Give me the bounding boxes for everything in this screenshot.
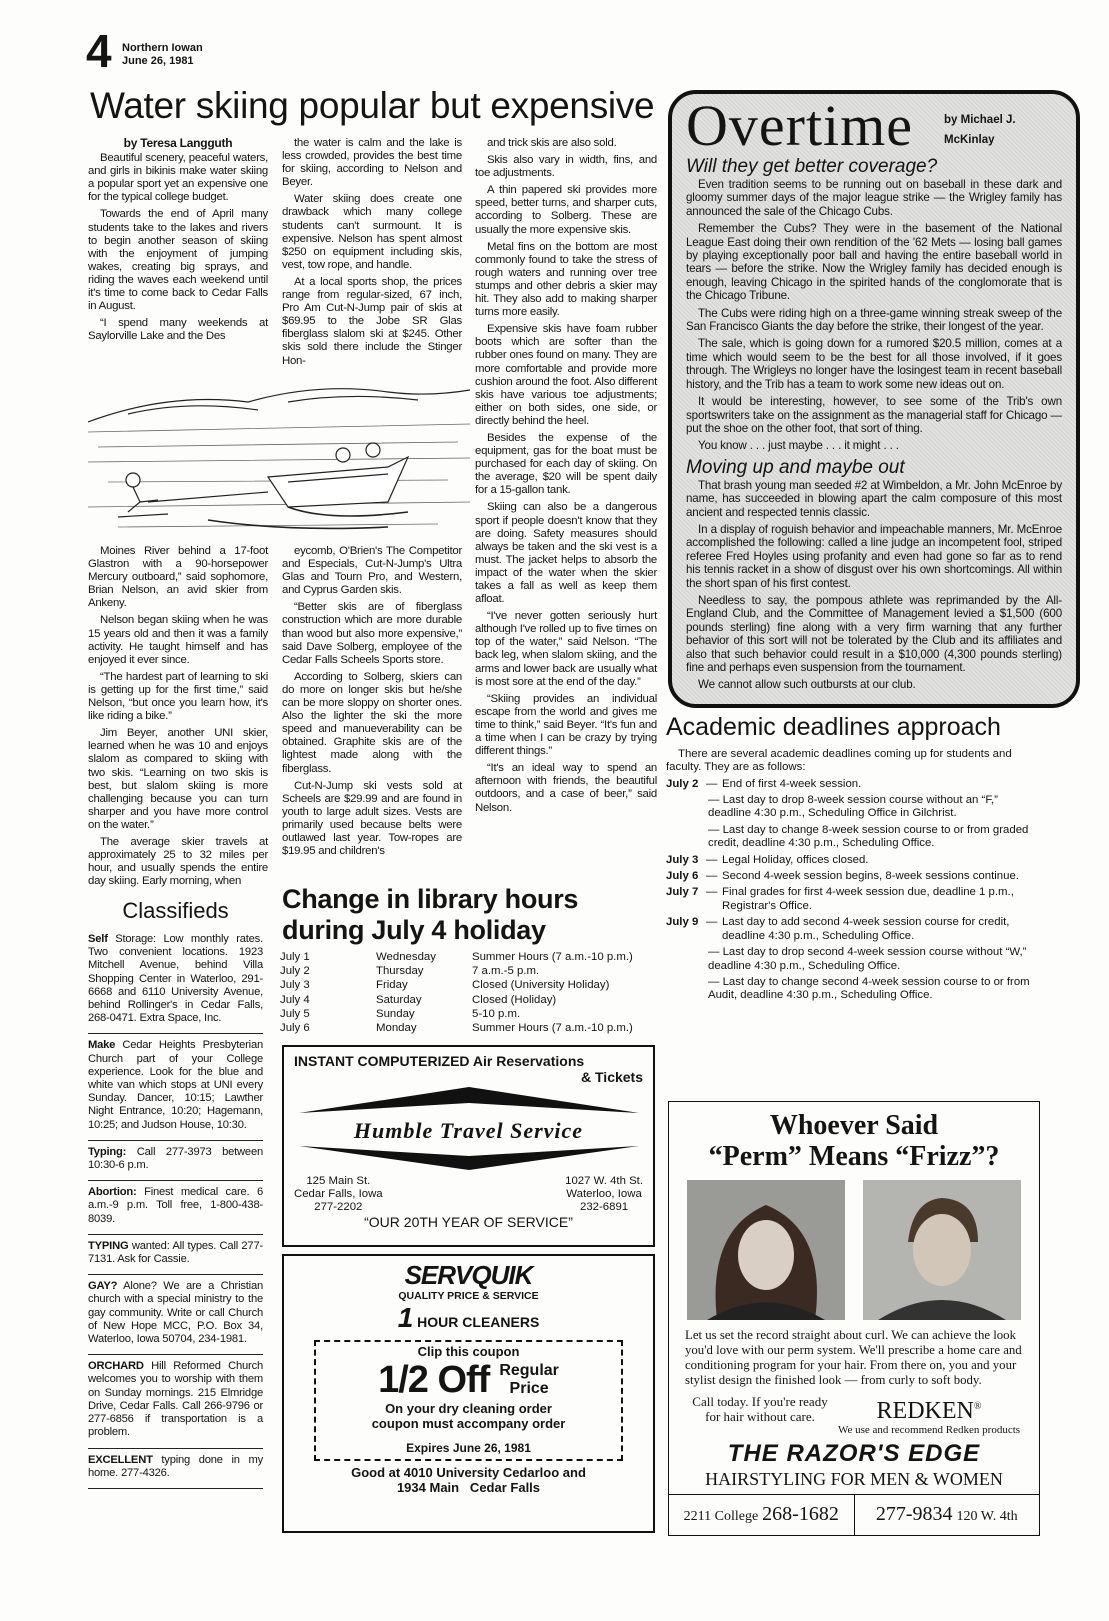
- classified-lead: GAY?: [88, 1280, 118, 1293]
- deadline-text: End of first 4-week session.: [722, 777, 862, 790]
- library-row: [280, 993, 633, 1007]
- paragraph: Cut-N-Jump ski vests sold at Scheels are $29.99 and are found in youth to large adult sizes. Vests are primarily used because belts were outlawed last year. Tow-ropes are $19.95 and children's: [282, 779, 462, 858]
- classified-text: typing done in my home. 277-4326.: [88, 1453, 263, 1479]
- deadline-row: [666, 916, 1041, 943]
- deadline-text: Last day to add second 4-week session course for credit, deadline 4:30 p.m., Scheduling Office.: [722, 916, 1010, 942]
- classified-text: wanted: All types. Call 277-7131. Ask for Cassie.: [88, 1239, 263, 1266]
- paragraph: Besides the expense of the equipment, gas for the boat must be purchased for each day of skiing. On the average, $20 will be spent daily for a 15-gallon tank.: [475, 431, 657, 497]
- travel-ad: [282, 1045, 655, 1247]
- page-number: 4: [86, 25, 112, 77]
- paragraph: The average skier travels at approximately 25 to 32 miles per hour, and usually spends the entire day skiing. Early morning, when: [88, 835, 268, 888]
- deadline-row: [666, 886, 1041, 913]
- classified-ad: [88, 1449, 263, 1489]
- paragraph: Nelson began skiing when he was 15 years old and then it was a family activity. He taught himself and has enjoyed it ever since.: [88, 614, 268, 666]
- classified-lead: Make: [88, 1039, 116, 1052]
- library-row: [280, 1021, 633, 1035]
- classified-lead: Self: [88, 933, 108, 945]
- day: Monday: [376, 1022, 417, 1035]
- paragraph: A thin papered ski provides more speed, better turns, and sharper cuts, according to Solberg. These are usually the more expensive skis.: [475, 184, 657, 236]
- classified-text: Cedar Heights Presbyterian Church part of your College experience. Look for the blue and white van which stops at UNI every Sunday. Dancer, 10:15; Lawther Night Entrance, 10:20; Hagemann, 10:25; and Judson House, 10:30.: [88, 1039, 263, 1131]
- deadline-date: July 3: [666, 853, 699, 866]
- travel-slogan: “OUR 20TH YEAR OF SERVICE”: [364, 1214, 573, 1230]
- classified-ad: [88, 1235, 263, 1275]
- dash: —: [706, 870, 718, 883]
- article-col2-top: [282, 137, 462, 372]
- paragraph: “It's an ideal way to spend an afternoon with friends, the beautiful outdoors, and a case of beer,” said Nelson.: [475, 762, 657, 814]
- deadline-subitem: [666, 946, 1041, 973]
- dash: —: [706, 777, 718, 790]
- masthead: [122, 42, 203, 68]
- servquik-location-1: Good at 4010 University Cedarloo and: [351, 1465, 586, 1480]
- paragraph: Jim Beyer, another UNI skier, learned when he was 10 and enjoys slalom as compared to skiing with two skis. “Learning on two skis is best, but slalom skiing is more challenging because you can turn sharper and you have more control on the water.”: [88, 727, 268, 831]
- deadline-text: Second 4-week session begins, 8-week sessions continue.: [722, 870, 1019, 883]
- overtime-subhead-1: Will they get better coverage?: [686, 156, 938, 177]
- paragraph: Moines River behind a 17-foot Glastron with a 90-horsepower Mercury outboard,” said sophomore, Brian Nelson, an avid skier from Ankeny.: [88, 545, 268, 610]
- servquik-location-2: 1934 Main Cedar Falls: [396, 1480, 541, 1495]
- paragraph: You know . . . just maybe . . . it might . . .: [698, 439, 899, 453]
- paragraph: “I've never gotten seriously hurt although I've rolled up to five times on top of the water,” said Nelson. “The back leg, when slalom skiing, and the arms and lower back are usually what is most sore at the end of the day.”: [475, 610, 657, 688]
- redken-body: Let us set the record straight about curl. We can achieve the look you'd love with our perm system. We'll prescribe a home care and conditioning program for your hair. From there on, you and your stylist design the finished look — from curly to soft body.: [685, 1328, 1022, 1387]
- article-col1-bottom: [88, 545, 268, 892]
- deadline-text: Last day to change 8-week session course to or from graded credit, deadline 4:30 p.m., Scheduling Office.: [708, 823, 1029, 850]
- paragraph: The sale, which is going down for a rumored $20.5 million, comes at a time which would seem to be the best for all those involved, if it goes through. The Wrigleys no longer have the losingest team in recent baseball history, and the Trib has a team to work some new ideas out on.: [686, 337, 1062, 391]
- classifieds-heading: Classifieds: [122, 898, 229, 923]
- paragraph: Beautiful scenery, peaceful waters, and girls in bikinis make water skiing a popular sport yet an expensive one for the typical college budget.: [88, 152, 268, 204]
- dash: —: [708, 794, 720, 807]
- paragraph: Metal fins on the bottom are most commonly found to take the stress of rough waters and running over tree stumps and other debris a skier may hit. They also add to making sharper turns more easily.: [475, 240, 657, 319]
- coupon-requirement: coupon must accompany order: [371, 1416, 566, 1431]
- paragraph: “The hardest part of learning to ski is getting up for the first time,” said Nelson, “but once you learn how, it's like riding a bike.”: [88, 670, 268, 723]
- classified-ad: [88, 1181, 263, 1235]
- classified-ad: [88, 1034, 263, 1140]
- deadline-date: July 2: [666, 777, 699, 790]
- deadline-text: Last day to drop 8-week session course without an “F,” deadline 4:30 p.m., Scheduling Office in Gilchrist.: [708, 794, 998, 820]
- coupon-offer: 1/2 Off: [378, 1359, 490, 1401]
- deadline-date: July 7: [666, 886, 699, 899]
- deadline-text: Last day to change second 4-week session course to or from Audit, deadline 4:30 p.m., Scheduling Office.: [708, 975, 1030, 1002]
- classified-text: Finest medical care. 6 a.m.-9 p.m. Toll free, 1-800-438-8039.: [88, 1186, 263, 1225]
- deadline-subitem: [666, 824, 1041, 851]
- hours: Closed (University Holiday): [472, 979, 610, 992]
- paragraph: the water is calm and the lake is less crowded, provides the best time for skiing, according to Nelson and Beyer.: [282, 137, 462, 189]
- byline: by Teresa Langguth: [123, 136, 233, 150]
- library-headline: Change in library hours during July 4 holiday: [282, 884, 579, 945]
- redken-logo: REDKEN®: [876, 1398, 982, 1424]
- deadline-row: [666, 870, 1041, 883]
- overtime-byline: by Michael J. McKinlay: [944, 114, 1016, 146]
- travel-agency-name: Humble Travel Service: [353, 1118, 584, 1143]
- redken-call: Call today. If you're ready for hair without care.: [692, 1394, 828, 1424]
- day: Wednesday: [376, 951, 436, 963]
- salon-location-college: 2211 College 268-1682: [669, 1495, 855, 1535]
- classified-lead: Typing:: [88, 1145, 127, 1158]
- dash: —: [708, 823, 720, 836]
- servquik-tagline: QUALITY PRICE & SERVICE: [398, 1290, 539, 1302]
- classified-text: Alone? We are a Christian church with a special ministry to the gay community. Write or call Church of New Hope MCC, P.O. Box 34, Waterloo, Iowa 50704, 234-1981.: [88, 1280, 263, 1346]
- cleaners-label: HOUR CLEANERS: [417, 1314, 540, 1330]
- date: July 3: [280, 979, 310, 992]
- paragraph: Skiing can also be a dangerous sport if people doesn't know that they are doing. Safety measures should always be taken and the ski vest is a must. The jacket helps to absorb the impact of the water when the skier takes a fall as well as keep them afloat.: [475, 501, 657, 606]
- overtime-part-2: [686, 479, 1062, 692]
- deadline-date: July 6: [666, 870, 699, 883]
- classified-ad: [88, 1355, 263, 1448]
- paragraph: We cannot allow such outbursts at our club.: [698, 678, 916, 692]
- hours: Summer Hours (7 a.m.-10 p.m.): [472, 1022, 633, 1035]
- classified-ad: [88, 1275, 263, 1355]
- overtime-subhead-2: Moving up and maybe out: [686, 456, 905, 478]
- salon-name: THE RAZOR'S EDGE: [727, 1440, 981, 1467]
- dash: —: [708, 975, 720, 988]
- paragraph: That brash young man seeded #2 at Wimbeldon, a Mr. John McEnroe by name, has succeeded in blowing apart the calm composure of this most ancient and respected tennis classic.: [686, 478, 1062, 519]
- paragraph: In a display of roguish behavior and impeachable manners, Mr. McEnroe accomplished the following: called a line judge an incompetent fool, striped referee Fred Hoyles using profanity and even had gone so far as to rend his tennis racket in a show of disgust over his own shortcomings. All within the short span of his first contest.: [686, 522, 1062, 590]
- overtime-title: Overtime: [686, 93, 914, 158]
- servquik-logo: SERVQUIK: [404, 1260, 533, 1290]
- article-col3: [475, 137, 657, 819]
- deadline-date: July 9: [666, 916, 699, 929]
- classified-lead: Abortion:: [88, 1186, 137, 1199]
- deadline-row: [666, 854, 1041, 867]
- date: July 1: [280, 951, 310, 963]
- paragraph: Water skiing does create one drawback which many college students can't surmount. It is expensive. Nelson has spent almost $250 on equipment including skis, vest, tow rope, and handle.: [282, 193, 462, 271]
- coupon-condition: On your dry cleaning order: [385, 1401, 552, 1416]
- hours: Closed (Holiday): [472, 993, 557, 1006]
- hours: 7 a.m.-5 p.m.: [472, 965, 540, 978]
- date: July 4: [280, 993, 310, 1006]
- salon-location-4th: 277-9834 120 W. 4th: [875, 1503, 1018, 1525]
- academic-intro: There are several academic deadlines coming up for students and faculty. They are as follows:: [666, 747, 1012, 774]
- article-col2-bottom: [282, 545, 462, 862]
- hours: Summer Hours (7 a.m.-10 p.m.): [472, 951, 633, 963]
- wing-graphic: [294, 1085, 644, 1115]
- classified-text: Storage: Low monthly rates. Two convenient locations. 1923 Mitchell Avenue, behind Villa Shopping Center in Waterloo, 291-6668 and 6110 University Avenue, behind Rollinger's in Cedar Falls, 268-0471. Extra Space, Inc.: [88, 933, 263, 1025]
- woman-photo: [687, 1180, 845, 1320]
- salon-subtitle: HAIRSTYLING FOR MEN & WOMEN: [669, 1468, 1039, 1495]
- dash: —: [706, 886, 718, 899]
- article-headline: Water skiing popular but expensive: [90, 85, 655, 126]
- man-photo: [863, 1180, 1021, 1320]
- right-column: [666, 90, 1080, 1536]
- library-row: [280, 964, 633, 978]
- water-skiing-illustration: [88, 362, 470, 542]
- travel-ad-line2: & Tickets: [581, 1069, 643, 1085]
- classified-lead: ORCHARD: [88, 1360, 144, 1373]
- paragraph: and trick skis are also sold.: [487, 137, 617, 149]
- one-hour-numeral: 1: [397, 1302, 414, 1333]
- day: Thursday: [376, 965, 424, 978]
- paragraph: “Better skis are of fiberglass construction which are more durable than wood but also more expensive,” said Dave Solberg, employee of the Cedar Falls Scheels Sports store.: [282, 601, 462, 666]
- paragraph: At a local sports shop, the prices range from regular-sized, 67 inch, Pro Am Cut-N-Jump pair of skis at $69.95 to the Jobe SR Glas fiberglass slalom ski at $245. Other skis sold there include the Stinger Hon-: [282, 275, 462, 367]
- redken-headline: Whoever Said “Perm” Means “Frizz”?: [708, 1110, 1000, 1172]
- classified-ad: [88, 928, 263, 1034]
- paragraph: Needless to say, the pompous athlete was reprimanded by the All-England Club, and the Committee of Management levied a $1,500 (600 pounds sterling) fine along with a very firm warning that any further behavior of this sort will not be tolerated by the Club and its affiliates and also that such behavior could result in a $10,000 (4,300 pounds sterling) fine and perhaps even suspension from the tournament.: [686, 593, 1062, 674]
- paragraph: eycomb, O'Brien's The Competitor and Especials, Cut-N-Jump's Ultra Glas and Tourn Pro, and Western, and Cyprus Garden skis.: [282, 545, 462, 597]
- day: Sunday: [376, 1007, 415, 1020]
- coupon[interactable]: Clip this coupon 1/2 Off Regular Price On your dry cleaning order coupon must accompany order Expires June 26, 1981: [314, 1340, 623, 1461]
- deadline-row: [666, 778, 1041, 791]
- date: July 5: [280, 1007, 310, 1020]
- paper-name: Northern Iowan: [122, 42, 203, 54]
- dash: —: [708, 946, 720, 959]
- paragraph: Towards the end of April many students take to the lakes and rivers to begin another season of skiing with the enjoyment of jumping wakes, creating big sprays, and riding the waves each weekend until it's time to come back to Cedar Falls in August.: [88, 208, 268, 313]
- academic-headline: Academic deadlines approach: [666, 712, 1001, 741]
- deadline-text: Last day to drop second 4-week session course without “W,” deadline 4:30 p.m., Scheduling Office.: [708, 946, 1027, 972]
- classified-text: Call 277-3973 between 10:30-6 p.m.: [88, 1145, 263, 1172]
- paragraph: According to Solberg, skiers can do more on longer skis but he/she can be more sloppy on shorter ones. Also the lighter the ski the more speed and manueverability can be obtained. Graphite skis are of the lightest made along with the fiberglass.: [282, 670, 462, 775]
- paragraph: “I spend many weekends at Saylorville Lake and the Des: [88, 317, 268, 343]
- issue-date: June 26, 1981: [122, 55, 194, 67]
- paragraph: Remember the Cubs? They were in the basement of the National League East doing their own rendition of the '62 Mets — losing ball games by playing exceptionally poor ball and having the entire baseball world in tears — before the strike. Now the Wrigley family has decided enough is enough, leaving Chicago in the spirited hands of the conglomorate that is the Chicago Tribune.: [686, 222, 1062, 303]
- servquik-ad: [282, 1254, 655, 1533]
- article-col1-top: [88, 137, 268, 347]
- redken-recommend: We use and recommend Redken products: [837, 1424, 1021, 1436]
- academic-deadlines: [666, 748, 1041, 1003]
- library-row: [280, 950, 633, 964]
- classified-lead: TYPING: [88, 1239, 129, 1252]
- dash: —: [706, 916, 718, 929]
- travel-address-waterloo: 1027 W. 4th St. Waterloo, Iowa 232-6891: [565, 1175, 643, 1213]
- classified-ad: [88, 1141, 263, 1181]
- travel-address-cedar-falls: 125 Main St. Cedar Falls, Iowa 277-2202: [294, 1175, 383, 1213]
- library-row: [280, 978, 633, 992]
- classified-text: Hill Reformed Church welcomes you to worship with them on Sunday mornings. 215 Elmridge Drive, Cedar Falls. Call 266-9796 or 277-6856 if transportation is a problem.: [88, 1360, 263, 1439]
- paragraph: The Cubs were riding high on a three-game winning streak sweep of the San Francisco Giants the day before the strike, their longest of the year.: [686, 306, 1062, 334]
- date: July 2: [280, 965, 310, 978]
- deadline-subitem: [666, 976, 1041, 1003]
- overtime-part-1: [686, 178, 1062, 453]
- paragraph: Skis also vary in width, fins, and toe adjustments.: [475, 154, 657, 180]
- travel-ad-line1: INSTANT COMPUTERIZED Air Reservations: [294, 1053, 585, 1069]
- paragraph: Even tradition seems to be running out on baseball in these dark and gloomy summer days of the major league strike — the Wrigley family has announced the sale of the Chicago Cubs.: [686, 178, 1062, 218]
- coupon-clip-label: Clip this coupon: [417, 1344, 520, 1359]
- deadline-text: Final grades for first 4-week session due, deadline 1 p.m., Registrar's Office.: [722, 886, 1014, 912]
- hours: 5-10 p.m.: [472, 1007, 521, 1020]
- paragraph: “Skiing provides an individual escape from the world and gives me time to think,” said Beyer. “It's fun and a time when I can be crazy by trying different things.”: [475, 692, 657, 758]
- deadline-subitem: [666, 794, 1041, 821]
- classified-lead: EXCELLENT: [88, 1453, 153, 1466]
- library-row: [280, 1007, 633, 1021]
- paragraph: It would be interesting, however, to see some of the Trib's own sportswriters take on the assignment as the managerial staff for Chicago — put the shoe on the other foot, that sort of thing.: [686, 395, 1062, 435]
- dash: —: [706, 853, 718, 866]
- redken-ad: [668, 1101, 1040, 1536]
- day: Saturday: [376, 993, 422, 1006]
- wing-graphic-lower: [294, 1144, 644, 1172]
- day: Friday: [376, 979, 408, 992]
- overtime-column: [668, 90, 1080, 708]
- library-hours-table: [280, 950, 633, 1035]
- coupon-expiry: Expires June 26, 1981: [406, 1441, 531, 1455]
- date: July 6: [280, 1022, 310, 1035]
- deadline-text: Legal Holiday, offices closed.: [722, 853, 869, 866]
- paragraph: Expensive skis have foam rubber boots which are softer than the rubber ones found on many. They are more comfortable and provide more cushion around the foot. Also different skis have various toe adjustments; either on both sides, one side, or directly behind the heel.: [475, 323, 657, 427]
- classifieds-list: [88, 928, 263, 1489]
